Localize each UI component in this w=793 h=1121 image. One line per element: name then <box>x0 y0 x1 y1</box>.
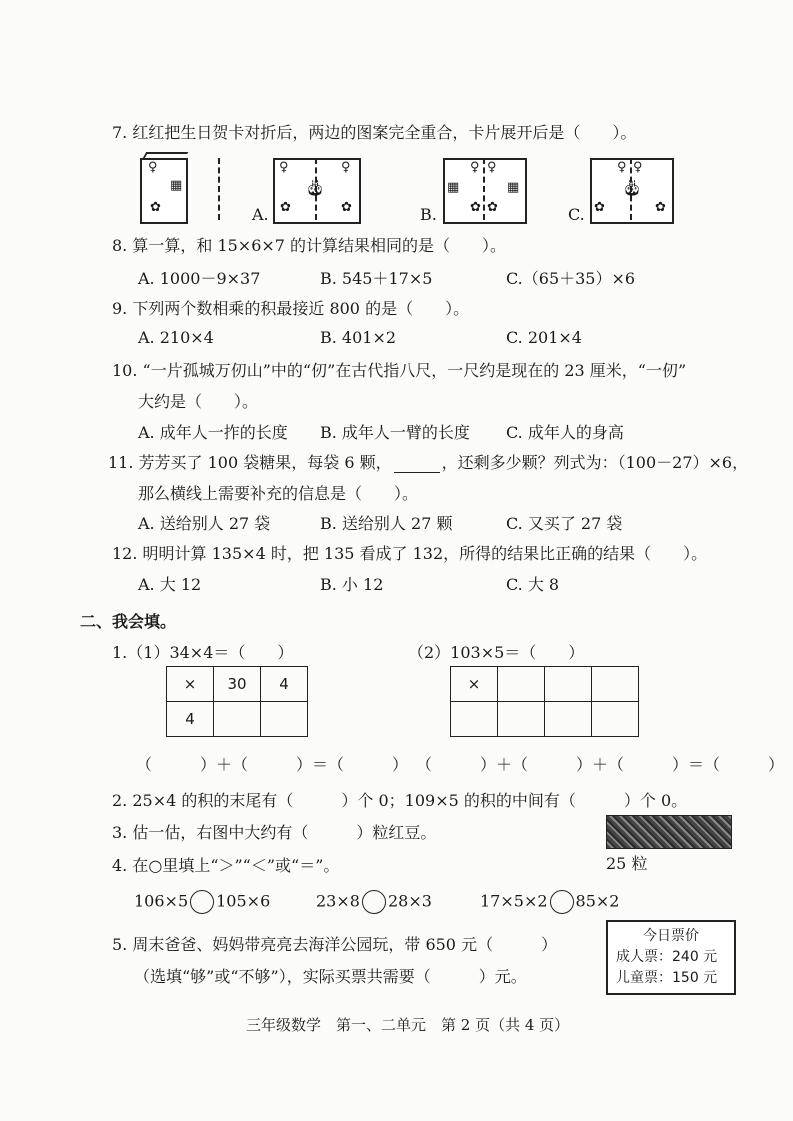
q11-text-b: ，还剩多少颗？列式为：（100－27）×6， <box>441 453 749 472</box>
fill-5-line1[interactable]: 5. 周末爸爸、妈妈带亮亮去海洋公园玩，带 650 元（ ） <box>112 935 558 954</box>
grid2-input-cell[interactable] <box>592 667 639 702</box>
option-c-label: C. <box>568 205 585 224</box>
multiplication-grid-1 <box>166 666 308 737</box>
grid2-cell: × <box>451 667 498 702</box>
compare-2-right: 28×3 <box>387 891 432 911</box>
compare-1 <box>134 890 270 914</box>
q10-option-c[interactable]: C. 成年人的身高 <box>506 423 624 442</box>
grid2-input-cell[interactable] <box>545 702 592 737</box>
option-a-label: A. <box>252 205 269 224</box>
section-2-title: 二、我会填。 <box>80 612 177 631</box>
fill-4: 4. 在○里填上“＞”“＜”或“＝”。 <box>112 856 340 875</box>
q9-option-c[interactable]: C. 201×4 <box>506 328 582 347</box>
compare-2 <box>316 890 432 914</box>
compare-3-left: 17×5×2 <box>480 891 548 911</box>
compare-3-right: 85×2 <box>575 891 620 911</box>
q12-option-c[interactable]: C. 大 8 <box>506 575 560 594</box>
grid1-input-cell[interactable] <box>261 702 308 737</box>
compare-1-right: 105×6 <box>216 891 271 911</box>
grid2-input-cell[interactable] <box>498 667 545 702</box>
q8-option-c[interactable]: C.（65＋35）×6 <box>506 269 636 288</box>
fill-2[interactable]: 2. 25×4 的积的末尾有（ ）个 0；109×5 的积的中间有（ ）个 0。 <box>112 791 688 810</box>
grid1-cell: × <box>167 667 214 702</box>
ticket-title: 今日票价 <box>643 928 699 944</box>
fill-5-line2[interactable]: （选填“够”或“不够”），实际买票共需要（ ）元。 <box>134 967 527 986</box>
q9-option-b[interactable]: B. 401×2 <box>320 328 397 347</box>
q9-option-a[interactable]: A. 210×4 <box>138 328 214 347</box>
fill-1-part2: （2）103×5＝（ ） <box>408 643 585 662</box>
question-11-line1 <box>108 450 748 473</box>
compare-2-left: 23×8 <box>316 891 360 911</box>
page-footer: 三年级数学 第一、二单元 第 2 页（共 4 页） <box>246 1016 570 1034</box>
question-11-line2: 那么横线上需要补充的信息是（ ）。 <box>138 484 419 503</box>
question-7: 7. 红红把生日贺卡对折后，两边的图案完全重合，卡片展开后是（ ）。 <box>112 123 637 142</box>
q12-option-a[interactable]: A. 大 12 <box>138 575 202 594</box>
q11-text-a: 11. 芳芳买了 100 袋糖果，每袋 6 颗， <box>108 453 392 472</box>
red-beans-caption: 25 粒 <box>606 854 648 873</box>
question-10-line2: 大约是（ ）。 <box>138 392 259 411</box>
question-9: 9. 下列两个数相乘的积最接近 800 的是（ ）。 <box>112 299 470 318</box>
fill-1-equation-1[interactable]: （ ）＋（ ）＝（ ） <box>136 755 409 774</box>
compare-circle[interactable] <box>362 890 386 914</box>
ticket-price-box <box>606 920 736 995</box>
fill-1-equation-2[interactable]: （ ）＋（ ）＋（ ）＝（ ） <box>416 755 785 774</box>
q11-blank-line[interactable] <box>394 453 440 473</box>
compare-circle[interactable] <box>550 890 574 914</box>
q10-option-a[interactable]: A. 成年人一拃的长度 <box>138 423 288 442</box>
q11-option-b[interactable]: B. 送给别人 27 颗 <box>320 514 453 533</box>
fill-3[interactable]: 3. 估一估，右图中大约有（ ）粒红豆。 <box>112 823 437 842</box>
grid1-input-cell[interactable] <box>214 702 261 737</box>
q12-option-b[interactable]: B. 小 12 <box>320 575 384 594</box>
grid1-cell: 4 <box>167 702 214 737</box>
grid2-input-cell[interactable] <box>545 667 592 702</box>
ticket-child-price: 儿童票：150 元 <box>616 970 718 986</box>
q10-option-b[interactable]: B. 成年人一臂的长度 <box>320 423 470 442</box>
grid2-input-cell[interactable] <box>451 702 498 737</box>
compare-circle[interactable] <box>190 890 214 914</box>
question-8: 8. 算一算，和 15×6×7 的计算结果相同的是（ ）。 <box>112 236 507 255</box>
grid2-input-cell[interactable] <box>592 702 639 737</box>
grid2-input-cell[interactable] <box>498 702 545 737</box>
compare-1-left: 106×5 <box>134 891 189 911</box>
question-10-line1: 10. “一片孤城万仞山”中的“仞”在古代指八尺，一尺约是现在的 23 厘米，“一仞” <box>112 361 687 380</box>
grid1-cell: 30 <box>214 667 261 702</box>
option-b-label: B. <box>420 205 437 224</box>
ticket-adult-price: 成人票：240 元 <box>616 949 718 965</box>
multiplication-grid-2 <box>450 666 639 737</box>
red-beans-image <box>606 815 732 849</box>
fill-1-part1: 1.（1）34×4＝（ ） <box>112 643 294 662</box>
q11-option-a[interactable]: A. 送给别人 27 袋 <box>138 514 271 533</box>
q8-option-b[interactable]: B. 545＋17×5 <box>320 269 433 288</box>
question-12: 12. 明明计算 135×4 时，把 135 看成了 132，所得的结果比正确的结果（ ）。 <box>112 544 708 563</box>
q11-option-c[interactable]: C. 又买了 27 袋 <box>506 514 623 533</box>
compare-3 <box>480 890 619 914</box>
grid1-cell: 4 <box>261 667 308 702</box>
q8-option-a[interactable]: A. 1000－9×37 <box>138 269 261 288</box>
